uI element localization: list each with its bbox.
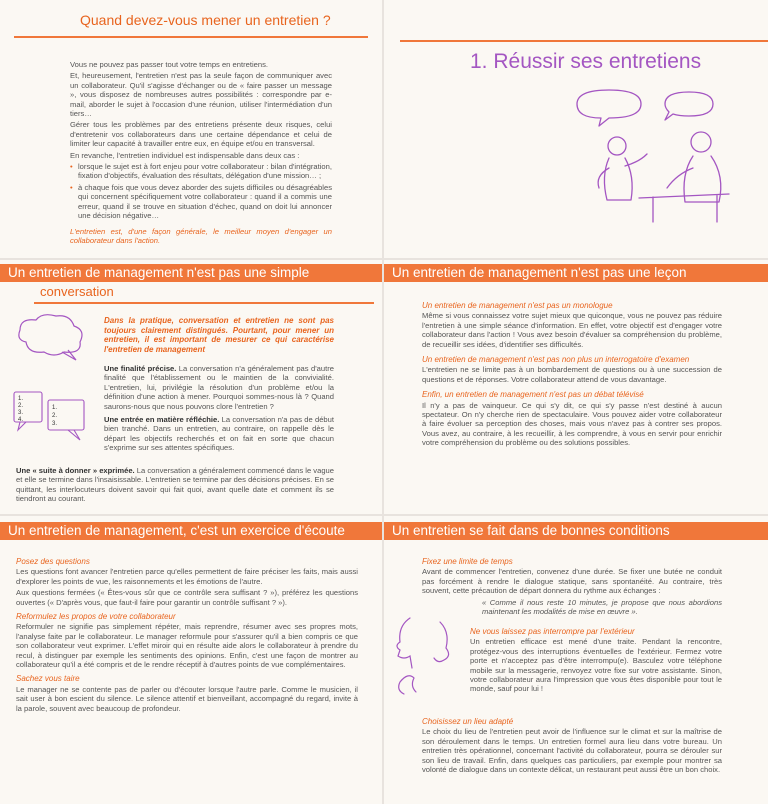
paragraph: L'entretien ne se limite pas à un bombardement de questions ou à une succession de questions et de réponses. Votre collaborateur attend de vous davantage.	[422, 365, 722, 384]
distinction-list-end	[16, 466, 334, 506]
item-lead: Une finalité précise.	[104, 364, 177, 373]
note-label: 3.	[52, 421, 58, 427]
paragraph: Et, heureusement, l'entretien n'est pas la seule façon de communiquer avec un collaborateur. Qu'il s'agisse d'échanger ou de « faire passer un message », vous disposez de nombreuses autres possibilités : correspondre par e-mail, aborder le sujet à l'occasion d'une réunion, utiliser l'intermédiation d'un tiers…	[70, 71, 332, 119]
list-item	[104, 415, 334, 453]
paragraph: Vous ne pouvez pas passer tout votre temps en entretiens.	[70, 60, 268, 69]
item-lead: Une « suite à donner » exprimée.	[16, 466, 135, 475]
note-label: 3.	[18, 410, 24, 416]
body-text-bottom	[422, 714, 722, 776]
section-heading: Ne vous laissez pas interrompre par l'extérieur	[470, 627, 635, 636]
paragraph: Le manager ne se contente pas de parler ou d'écouter lorsque l'autre parle. Comme le musicien, il sait user à bon escient du silence. Le silence attentif et bienveillant, accompagné du regard, invite à la parole, souvent avec beaucoup de profondeur.	[16, 684, 358, 713]
body-text-indented	[470, 624, 722, 696]
note-label: 1.	[52, 405, 58, 411]
page-pas-conversation	[0, 260, 382, 514]
note-label: 1.	[18, 396, 24, 402]
quote: « Comme il nous reste 10 minutes, je propose que nous abordions maintenant les modalités de mise en œuvre ».	[482, 597, 722, 617]
page-header: Un entretien de management n'est pas une leçon	[384, 264, 768, 282]
section-heading: Enfin, un entretien de management n'est pas un débat télévisé	[422, 390, 644, 400]
speech-cloud-icon	[14, 312, 88, 362]
paragraph: En revanche, l'entretien individuel est indispensable dans deux cas :	[70, 150, 300, 160]
note-label: 2.	[52, 413, 58, 419]
body-text	[422, 298, 722, 450]
section-heading: Posez des questions	[16, 557, 90, 566]
intro-text: Dans la pratique, conversation et entretien ne sont pas toujours clairement distingués. Pourtant, pour mener un entretien, il est important de mesurer ce qui caractérise l'entretien de management	[104, 316, 334, 354]
item-lead: Une entrée en matière réfléchie.	[104, 415, 220, 425]
title-rule	[400, 40, 768, 42]
section-heading: Reformulez les propos de votre collaborateur	[16, 612, 176, 622]
list-item: • lorsque le sujet est à fort enjeu pour votre collaborateur : bilan d'intégration, fixation d'objectifs, évaluation des résultats, délégation d'une mission… ;	[78, 162, 332, 181]
paragraph: Même si vous connaissez votre sujet mieux que quiconque, vous ne pouvez pas réduire l'entretien à une simple séance d'information. En effet, votre objectif est d'engager votre collaborateur dans l'action ! Vous avez besoin d'évaluer sa compréhension du problème, de recueillir ses idées, d'identifier ses difficultés.	[422, 311, 722, 349]
body-text	[16, 554, 358, 715]
paragraph: Il n'y a pas de vainqueur. Ce qui s'y dit, ce qui s'y passe n'est destiné à aucun spectateur. On n'y cherche rien de spectaculaire. Vous pouvez aider votre collaborateur à faire évoluer sa perception des choses, mais vous n'avez pas à contrer ses propos. Vous avez, au contraire, à les recueillir, à les comprendre, à vous en servir pour enrichir votre compréhension du problème ou des solutions possibles.	[422, 400, 722, 448]
bullet-list	[70, 162, 332, 220]
paragraph: Un entretien efficace est mené d'une traite. Pendant la rencontre, protégez-vous des interruptions éventuelles de l'extérieur. Fermez votre porte et n'acceptez pas d'être interrompu(e). Basculez votre téléphone mobile sur la messagerie, renvoyez votre fixe sur votre assistante. Sinon, votre collaborateur aura l'impression que vous êtes disponible pour tout le monde, sauf pour lui !	[470, 637, 722, 694]
body-text	[70, 60, 332, 247]
section-heading: Choisissez un lieu adapté	[422, 717, 514, 726]
title-underline	[14, 36, 368, 38]
list-item	[104, 364, 334, 411]
body-text	[422, 554, 722, 618]
section-heading: Sachez vous taire	[16, 674, 80, 684]
page-bonnes-conditions	[384, 516, 768, 804]
item-text: La conversation n'a pas de début bien tranché. Dans un entretien, au contraire, on rappelle dès le départ les objectifs recherchés et on fait en sorte que chacun s'exprime sur ses attentes spécifiques.	[104, 415, 334, 453]
page-header: Un entretien de management, c'est un exercice d'écoute	[0, 522, 382, 540]
paragraph: Aux questions fermées (« Êtes-vous sûr que ce contrôle sera suffisant ? »), préférez les questions ouvertes (« D'après vous, que faut-il faire pour garantir un contrôle suffisant ? »).	[16, 588, 358, 607]
section-heading: Fixez une limite de temps	[422, 557, 513, 566]
distinction-list	[104, 364, 334, 455]
page-header: Un entretien se fait dans de bonnes conditions	[384, 522, 768, 540]
paragraph: Avant de commencer l'entretien, convenez d'une durée. Se fixer une butée ne conduit pas forcément à rendre le dialogue statique, sans spontanéité. Au contraire, très souvent, cette précaution de départ donnera du rythme aux échanges :	[422, 567, 722, 596]
paragraph: Les questions font avancer l'entretien parce qu'elles permettent de faire préciser les faits, mais aussi d'explorer les points de vue, les raisonnements et les émotions de l'autre.	[16, 567, 358, 586]
header-subtitle: conversation	[40, 284, 114, 299]
page-quand-entretien	[0, 0, 382, 258]
chapter-title: 1. Réussir ses entretiens	[470, 50, 702, 73]
page-chapter-title	[384, 0, 768, 258]
conclusion: L'entretien est, d'une façon générale, le meilleur moyen d'engager un collaborateur dans l'action.	[70, 226, 332, 245]
page-title: Quand devez-vous mener un entretien ?	[80, 12, 331, 28]
section-heading: Un entretien de management n'est pas un monologue	[422, 301, 613, 310]
note-label: 4.	[18, 417, 24, 423]
item-text: La conversation n'a généralement pas d'autre finalité que l'établissement ou le maintien de la convivialité. L'entretien, lui, privilégie la résolution d'un problème et/ou la définition d'une action à mener. Pourquoi sommes-nous là ? Quand saurons-nous que nous pouvons clore l'entretien ?	[104, 364, 334, 411]
paragraph: Gérer tous les problèmes par des entretiens présente deux risques, celui d'entretenir vos collaborateurs dans une certaine dépendance et celui de limiter leur capacité à travailler entre eux, en équipe et/ou en transversal.	[70, 120, 332, 149]
listening-faces-illustration	[390, 612, 456, 702]
list-item: • à chaque fois que vous devez aborder des sujets difficiles ou désagréables qui concernent spécifiquement votre collaborateur : quand il a commis une erreur, quand il se trouve en situation d'échec, quand on doit lui annoncer une décision négative…	[78, 183, 332, 221]
list-item	[16, 466, 334, 504]
paragraph: Reformuler ne signifie pas simplement répéter, mais reprendre, résumer avec ses propres mots, l'analyse faite par le collaborateur. Le manager reformule pour s'assurer qu'il a bien compris ce que son collaborateur veut exprimer. L'effet miroir qui en résulte aide alors le collaborateur à prendre du recul, à distinguer par exemple les sentiments des opinions. Enfin, c'est une façon de montrer au collaborateur qu'il a été compris et de le rendre réceptif à d'autres points de vue complémentaires.	[16, 622, 358, 670]
note-label: 2.	[18, 403, 24, 409]
two-people-talking-illustration	[569, 84, 744, 224]
list-notes-icon	[12, 390, 90, 446]
page-ecoute	[0, 516, 382, 804]
item-text: La conversation a généralement commencé dans le vague et elle se termine dans l'insaisissable. L'entretien se termine par des décisions précises. En se quittant, les interlocuteurs doivent savoir qui fait quoi, avant quelle date et comment ils se tiendront au courant.	[16, 466, 334, 504]
page-pas-lecon	[384, 260, 768, 514]
paragraph: Le choix du lieu de l'entretien peut avoir de l'influence sur le climat et sur la maîtrise de son déroulement dans le temps. Un entretien formel aura lieu dans votre bureau. Un entretien très opérationnel, concernant l'activité du collaborateur, pourra se dérouler sur son lieu de travail. Enfin, dans quelques cas particuliers, par exemple pour montrer sa volonté de dialogue dans un contexte délicat, un restaurant peut aussi être un bon choix.	[422, 727, 722, 775]
title-underline	[34, 302, 374, 304]
section-heading: Un entretien de management n'est pas non plus un interrogatoire d'examen	[422, 355, 690, 365]
page-header: Un entretien de management n'est pas une simple	[0, 264, 382, 282]
